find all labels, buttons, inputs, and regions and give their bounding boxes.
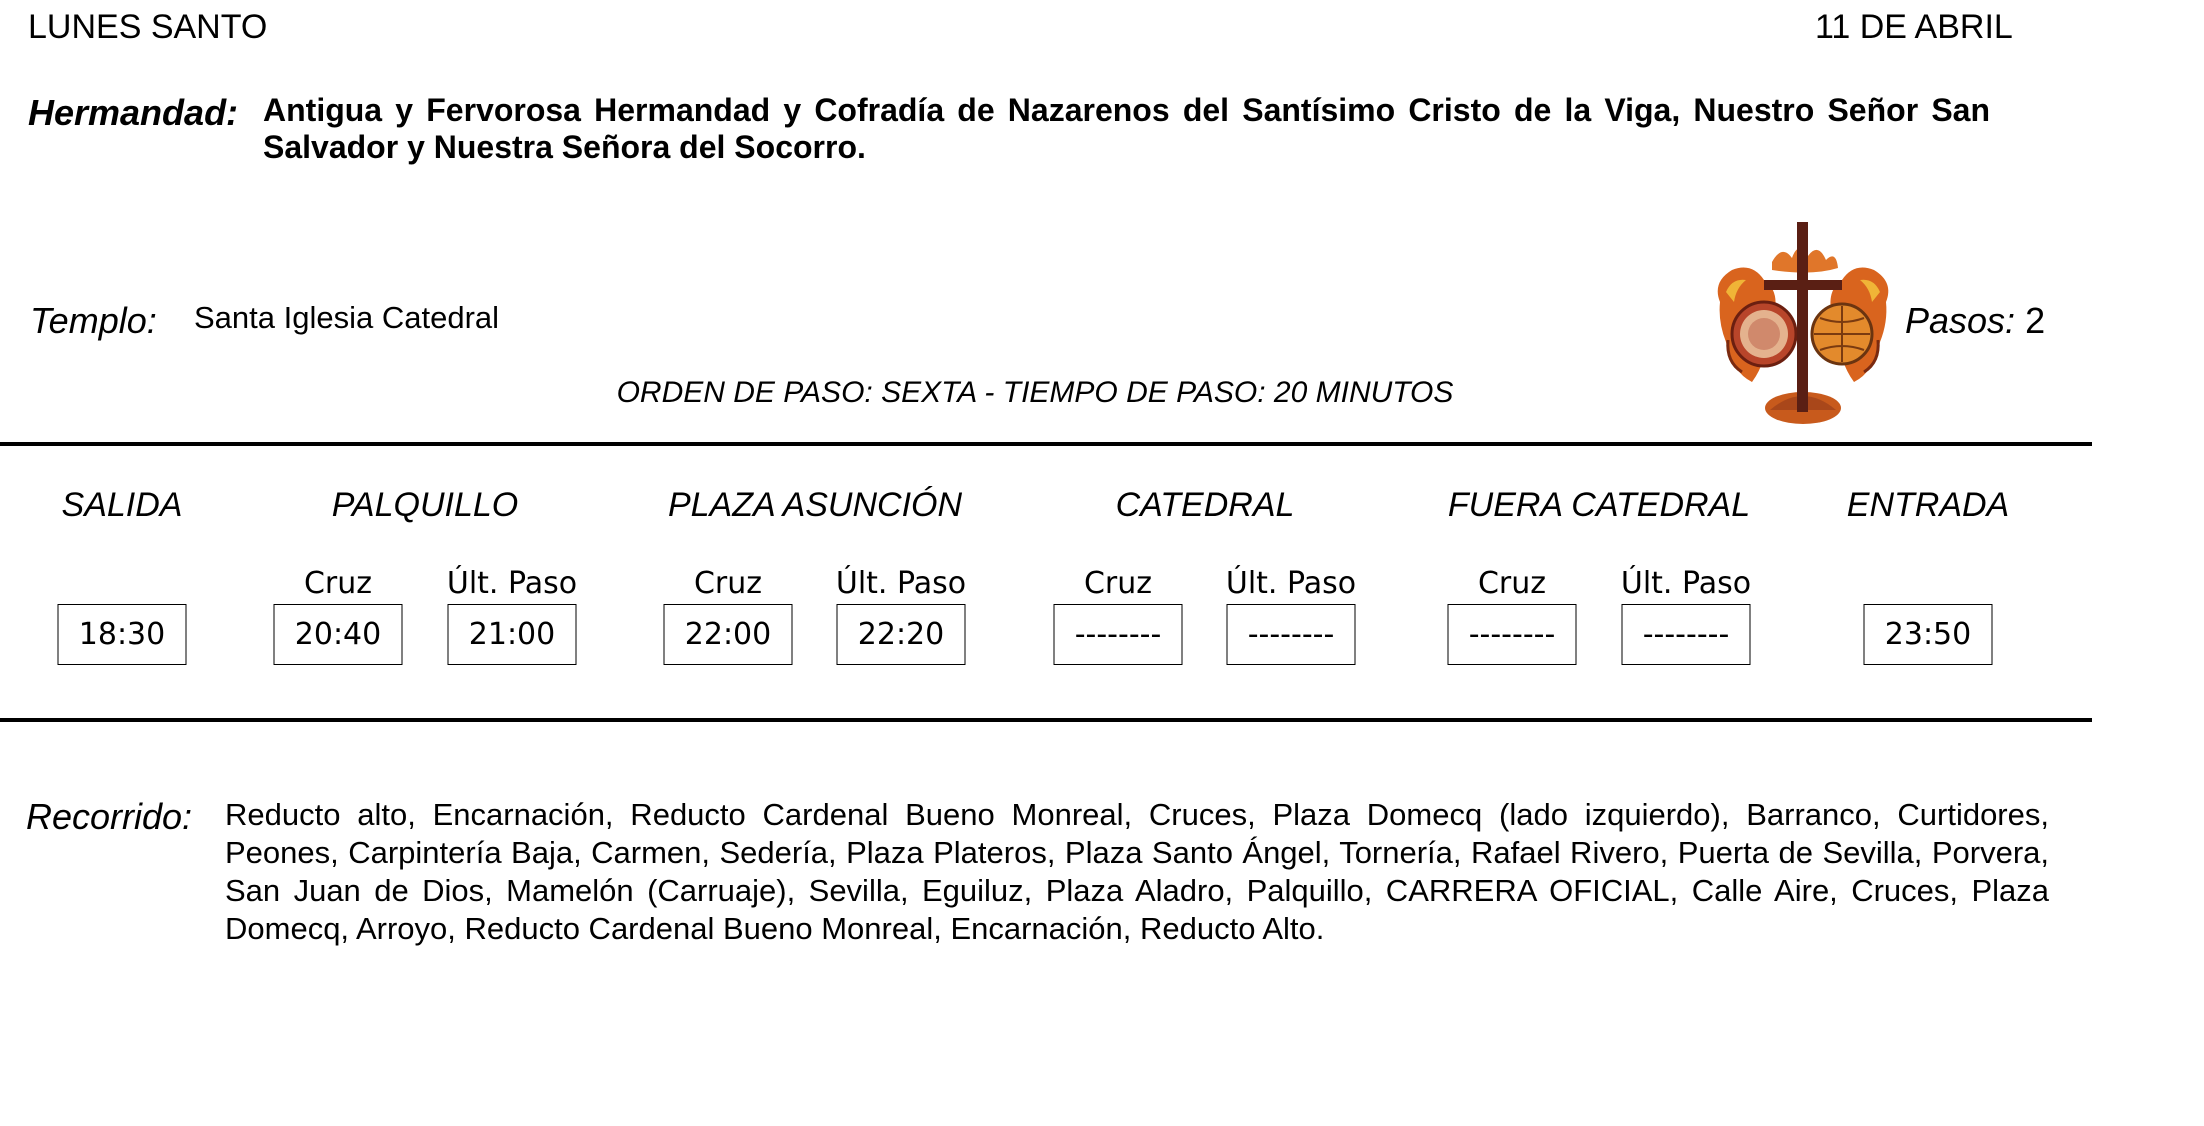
salida-time: 18:30 <box>58 604 187 665</box>
hermandad-label: Hermandad: <box>28 92 239 133</box>
fuera-catedral-cruz-time: -------- <box>1448 604 1577 665</box>
pasos-value: 2 <box>2025 300 2046 341</box>
divider-top <box>0 442 2092 446</box>
fuera-catedral-cruz-label: Cruz <box>1477 566 1547 601</box>
hermandad-name: Antigua y Fervorosa Hermandad y Cofradía de Nazarenos del Santísimo Cristo de la Viga, Nuestro Señor San Salvador y Nuestra Señora del Socorro. <box>263 92 1990 165</box>
col-title-salida: SALIDA <box>61 486 183 524</box>
day-title: LUNES SANTO <box>28 8 268 46</box>
plaza-asuncion-ult-label: Últ. Paso <box>835 566 967 601</box>
orden-de-paso: ORDEN DE PASO: SEXTA - TIEMPO DE PASO: 20 MINUTOS <box>616 376 1454 409</box>
pasos-label: Pasos: <box>1905 300 2016 341</box>
date-title: 11 DE ABRIL <box>1815 8 2013 46</box>
col-title-palquillo: PALQUILLO <box>331 486 519 524</box>
palquillo-ult-label: Últ. Paso <box>446 566 578 601</box>
recorrido-text: Reducto alto, Encarnación, Reducto Cardenal Bueno Monreal, Cruces, Plaza Domecq (lado izquierdo), Barranco, Curtidores, Peones, Carpintería Baja, Carmen, Sedería, Plaza Plateros, Plaza Santo Ángel, Tornería, Rafael Rivero, Puerta de Sevilla, Porvera, San Juan de Dios, Mamelón (Carruaje), Sevilla, Eguiluz, Plaza Aladro, Palquillo, CARRERA OFICIAL, Calle Aire, Cruces, Plaza Domecq, Arroyo, Reducto Cardenal Bueno Monreal, Encarnación, Reducto Alto. <box>225 797 2049 946</box>
palquillo-ult-time: 21:00 <box>448 604 577 665</box>
col-title-plaza-asuncion: PLAZA ASUNCIÓN <box>667 486 963 524</box>
templo-value: Santa Iglesia Catedral <box>194 300 500 335</box>
col-title-fuera-catedral: FUERA CATEDRAL <box>1447 486 1751 524</box>
templo-label: Templo: <box>30 300 157 341</box>
pasos-count <box>1905 300 2045 342</box>
fuera-catedral-ult-label: Últ. Paso <box>1620 566 1752 601</box>
fuera-catedral-ult-time: -------- <box>1622 604 1751 665</box>
palquillo-cruz-label: Cruz <box>303 566 373 601</box>
plaza-asuncion-cruz-time: 22:00 <box>664 604 793 665</box>
plaza-asuncion-ult-time: 22:20 <box>837 604 966 665</box>
divider-bottom <box>0 718 2092 722</box>
recorrido-label: Recorrido: <box>26 796 193 837</box>
entrada-time: 23:50 <box>1864 604 1993 665</box>
col-title-entrada: ENTRADA <box>1846 486 2010 524</box>
catedral-ult-label: Últ. Paso <box>1225 566 1357 601</box>
brotherhood-crest-cross-icon <box>1712 222 1894 427</box>
catedral-ult-time: -------- <box>1227 604 1356 665</box>
col-title-catedral: CATEDRAL <box>1115 486 1295 524</box>
plaza-asuncion-cruz-label: Cruz <box>693 566 763 601</box>
catedral-cruz-label: Cruz <box>1083 566 1153 601</box>
catedral-cruz-time: -------- <box>1054 604 1183 665</box>
palquillo-cruz-time: 20:40 <box>274 604 403 665</box>
